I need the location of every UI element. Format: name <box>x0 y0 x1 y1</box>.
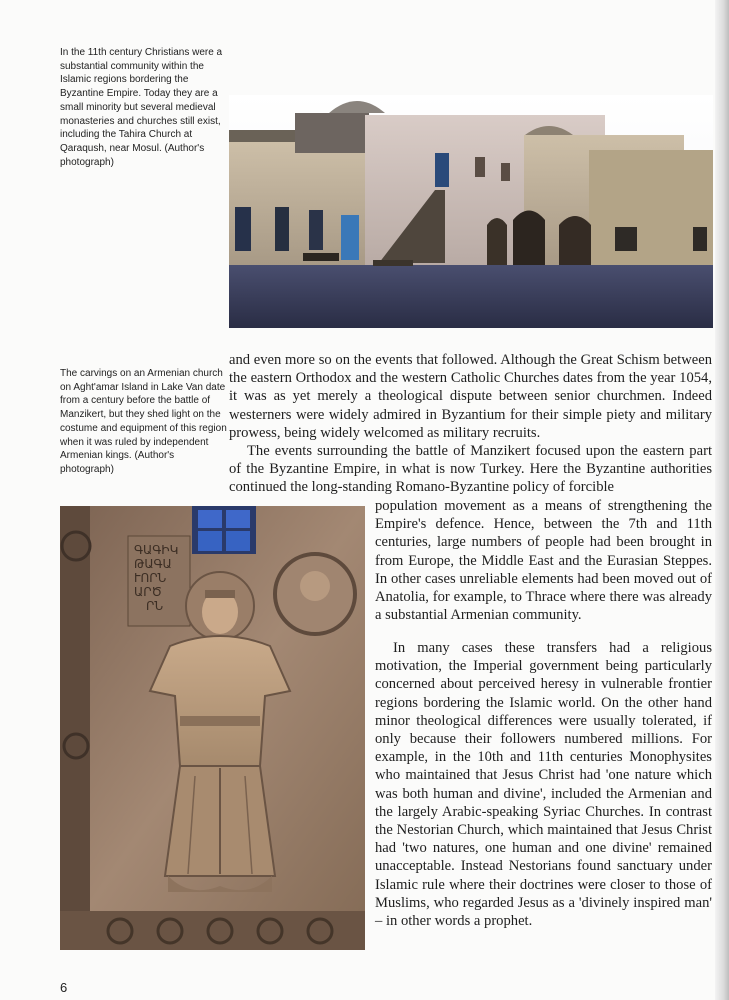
caption-church-photo: In the 11th century Christians were a substantial community within the Islamic regions bordering the Byzantine Empire. Today they are a small minority but several medieval monasteries and churches still exist, including the Tahira Church at Qaraqush, near Mosul. (Author's photograph) <box>60 47 223 168</box>
page-edge <box>715 0 729 1000</box>
caption-carving-photo: The carvings on an Armenian church on Aght'amar Island in Lake Van date from a century before the battle of Manzikert, but they shed light on the costume and equipment of this region when it was ruled by independent Armenian kings. (Author's photograph) <box>60 368 227 475</box>
body-paragraph: population movement as a means of strengthening the Empire's defence. Hence, between the 7th and 11th centuries, large numbers of people had been brought in from Europe, the Middle East and the Eurasian Steppes. In other cases unreliable elements had been moved out of Anatolia, for example, to Thrace where there was already a substantial Armenian community. <box>375 498 712 624</box>
tahira-church-photo <box>229 95 713 328</box>
inscription-line: ԳԱԳԻԿ <box>134 543 179 557</box>
page-number: 6 <box>60 980 68 995</box>
inscription-line: ՒՈՐՆ <box>134 571 167 585</box>
inscription-line: ՐՆ <box>146 599 164 613</box>
inscription-line: ԱՐԾ <box>134 585 162 599</box>
body-paragraph: The events surrounding the battle of Manzikert focused upon the eastern part of the Byzantine Empire, in what is now Turkey. Here the Byzantine authorities continued the long-standing Romano-Byzantine policy of forcible <box>229 443 712 496</box>
armenian-carving-photo <box>60 506 365 950</box>
body-paragraph: and even more so on the events that followed. Although the Great Schism between the eastern Orthodox and the western Catholic Churches dates from the year 1054, it was as yet merely a theological dispute between senior churchmen. Indeed westerners were widely admired in Byzantium for their simple piety and military prowess, being widely welcomed as military recruits. <box>229 352 712 441</box>
inscription-line: ԹԱԳԱ <box>134 557 172 571</box>
body-paragraph: In many cases these transfers had a religious motivation, the Imperial government being particularly concerned about perceived heresy in vulnerable frontier regions bordering the Islamic world. On the other hand minor theological differences were usually tolerated, if only because their followers numbered millions. For example, in the 10th and 11th centuries Monophysites who maintained that Jesus Christ had 'one nature which was both human and divine', included the Armenian and the largely Arabic-speaking Syriac Churches. In contrast the Nestorian Church, which maintained that Jesus Christ had 'two natures, one human and one divine' remained unacceptable. Instead Nestorians found sanctuary under Islamic rule where their doctrines were closer to those of Muslims, who regarded Jesus as a 'divinely inspired man' – in other words a prophet. <box>375 640 712 930</box>
